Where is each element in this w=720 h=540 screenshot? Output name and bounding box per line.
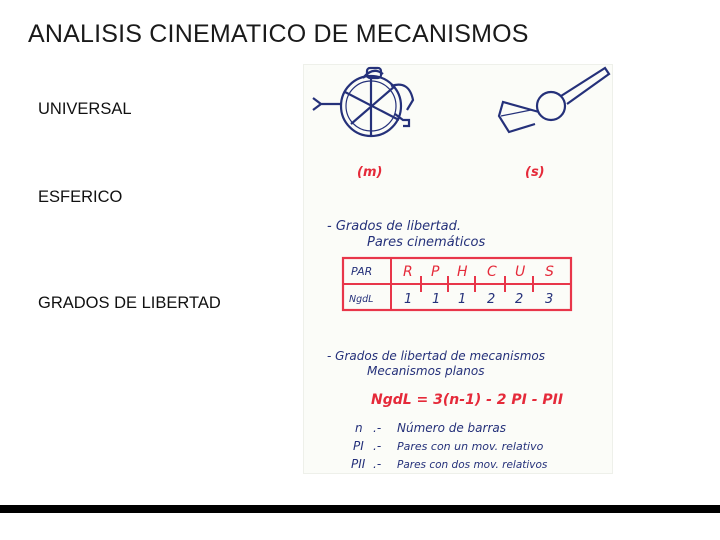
pair-u: U: [515, 264, 526, 280]
pair-p: P: [431, 264, 440, 280]
dof-table: [343, 258, 571, 310]
label-right: (s): [525, 165, 545, 180]
row-header-ngdl: NgdL: [349, 294, 374, 305]
pair-s: S: [545, 264, 554, 280]
universal-joint-drawing: [313, 68, 413, 136]
pair-c: C: [487, 264, 497, 280]
def-p2-text: Pares con dos mov. relativos: [397, 459, 548, 471]
def-p1-symbol: PI: [353, 439, 364, 453]
def-p2-symbol: PII: [351, 457, 366, 471]
section2-subheading: Mecanismos planos: [367, 364, 485, 378]
dof-u: 2: [515, 292, 524, 307]
spherical-joint-drawing: [499, 68, 609, 132]
pair-r: R: [403, 264, 413, 280]
def-p2-sep: .-: [373, 457, 382, 471]
def-n-symbol: n: [355, 421, 363, 435]
notes-drawing: [303, 64, 613, 474]
row-header-par: PAR: [351, 265, 373, 278]
page-title: ANALISIS CINEMATICO DE MECANISMOS: [28, 20, 529, 48]
bullet-universal: UNIVERSAL: [38, 100, 132, 118]
section1-heading: - Grados de libertad.: [327, 219, 461, 234]
def-n-sep: .-: [373, 421, 382, 435]
pair-h: H: [457, 264, 468, 280]
label-left: (m): [357, 165, 383, 180]
dof-r: 1: [404, 292, 413, 307]
dof-s: 3: [545, 292, 554, 307]
dof-p: 1: [432, 292, 441, 307]
bullet-grados-de-libertad: GRADOS DE LIBERTAD: [38, 294, 221, 312]
dof-h: 1: [458, 292, 467, 307]
def-p1-sep: .-: [373, 439, 382, 453]
scanned-notes-image: [303, 64, 613, 474]
def-n-text: Número de barras: [397, 421, 507, 435]
dof-c: 2: [487, 292, 496, 307]
bullet-esferico: ESFERICO: [38, 188, 123, 206]
section1-subheading: Pares cinemáticos: [367, 235, 486, 250]
def-p1-text: Pares con un mov. relativo: [397, 440, 544, 453]
formula: NgdL = 3(n-1) - 2 PI - PII: [371, 392, 564, 408]
section2-heading: - Grados de libertad de mecanismos: [327, 349, 545, 363]
footer-bar: [0, 505, 720, 513]
